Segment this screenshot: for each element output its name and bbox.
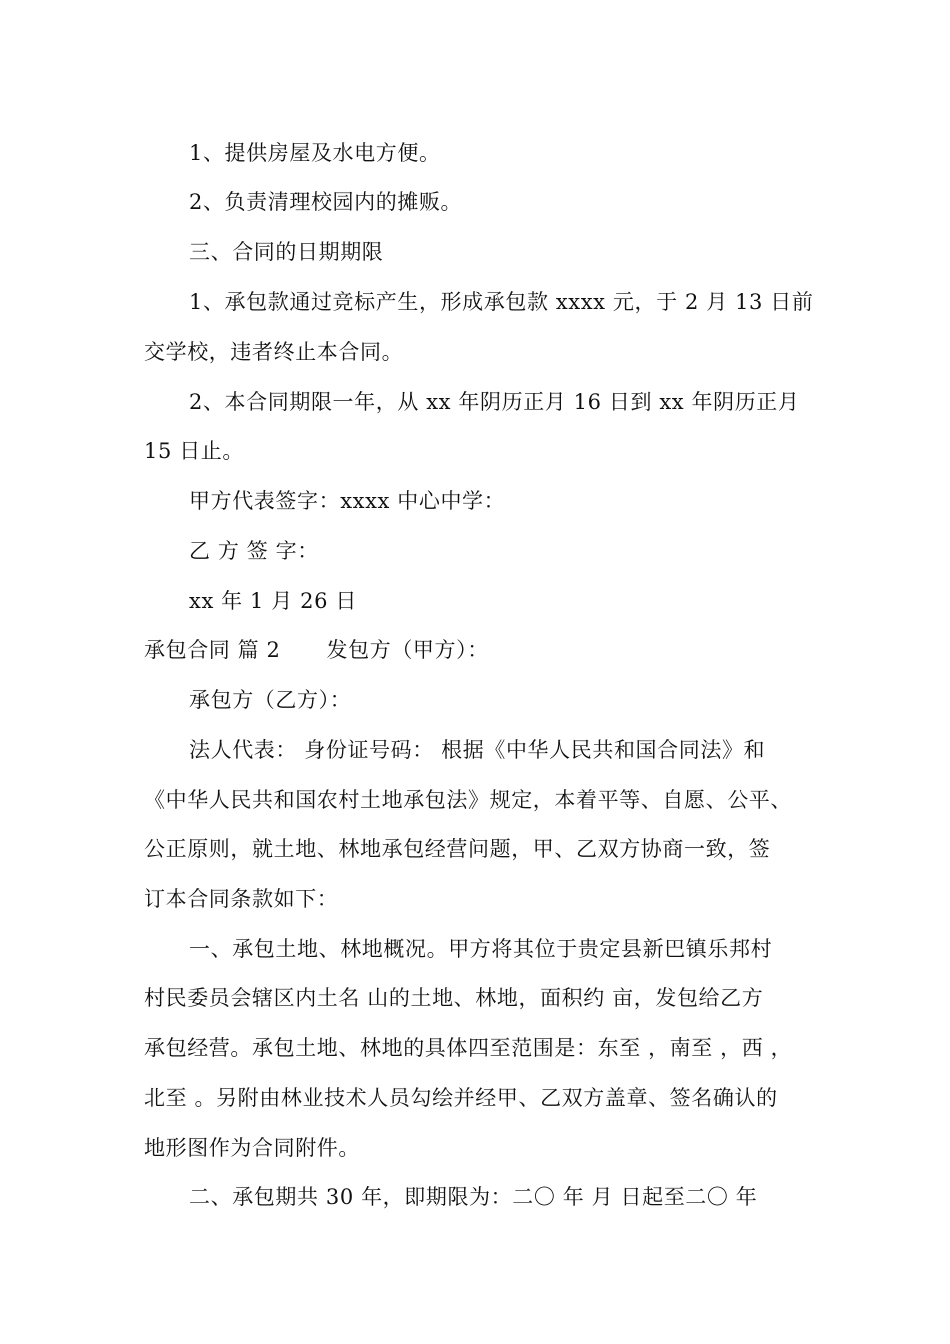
signature-line-party-b: 乙 方 签 字： (189, 539, 319, 563)
paragraph-line: 村民委员会辖区内土名 山的土地、林地，面积约 亩，发包给乙方 (144, 986, 764, 1010)
signature-line-party-a: 甲方代表签字：xxxx 中心中学： (189, 489, 506, 513)
paragraph-line: 地形图作为合同附件。 (144, 1136, 360, 1160)
paragraph-line: 15 日止。 (144, 439, 244, 463)
contract-heading-line (144, 636, 844, 664)
paragraph-line: 订本合同条款如下： (144, 887, 339, 911)
date-line: xx 年 1 月 26 日 (189, 589, 357, 613)
paragraph-line: 1、承包款通过竞标产生，形成承包款 xxxx 元，于 2 月 13 日前 (189, 290, 814, 314)
paragraph-line: 2、负责清理校园内的摊贩。 (189, 190, 463, 214)
paragraph-line: 《中华人民共和国农村土地承包法》规定，本着平等、自愿、公平、 (144, 788, 792, 812)
party-a-label: 发包方（甲方）： (326, 638, 489, 662)
paragraph-line: 二、承包期共 30 年，即期限为：二〇 年 月 日起至二〇 年 (189, 1185, 758, 1209)
paragraph-line: 北至 。另附由林业技术人员勾绘并经甲、乙双方盖章、签名确认的 (144, 1086, 778, 1110)
contract-title: 承包合同 篇 2 (144, 638, 281, 662)
paragraph-line: 公正原则，就土地、林地承包经营问题，甲、乙双方协商一致，签 (144, 837, 771, 861)
paragraph-line: 一、承包土地、林地概况。甲方将其位于贵定县新巴镇乐邦村 (189, 937, 773, 961)
party-b-label: 承包方（乙方）： (189, 688, 352, 712)
paragraph-line: 法人代表： 身份证号码： 根据《中华人民共和国合同法》和 (189, 738, 766, 762)
paragraph-line: 交学校，违者终止本合同。 (144, 340, 404, 364)
paragraph-line: 承包经营。承包土地、林地的具体四至范围是：东至 ，南至 ，西 ， (144, 1036, 793, 1060)
section-heading: 三、合同的日期期限 (189, 240, 384, 264)
paragraph-line: 2、本合同期限一年，从 xx 年阴历正月 16 日到 xx 年阴历正月 (189, 390, 800, 414)
paragraph-line: 1、提供房屋及水电方便。 (189, 141, 441, 165)
